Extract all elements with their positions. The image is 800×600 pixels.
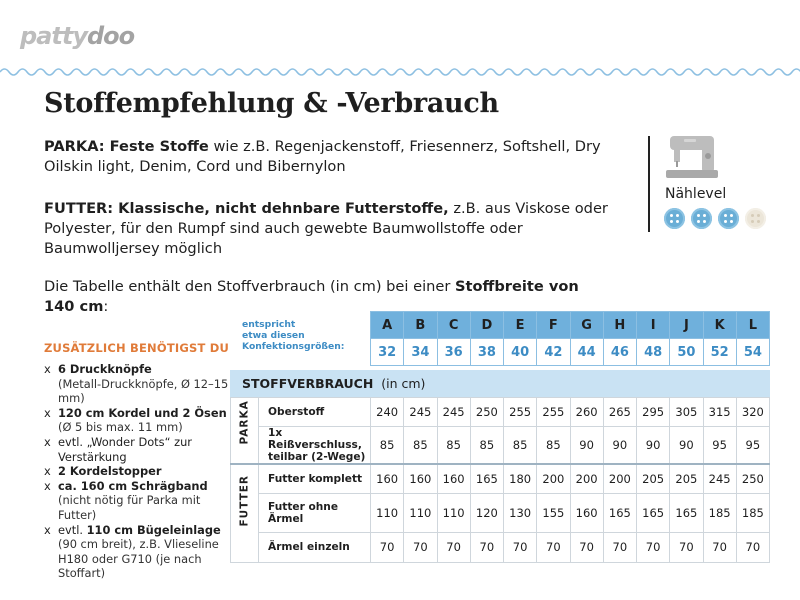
size-letter-cell: D bbox=[470, 312, 503, 339]
extras-item: x ca. 160 cm Schrägband (nicht nötig für Parka mit Futter) bbox=[44, 478, 208, 522]
value-cell: 200 bbox=[603, 464, 636, 493]
table-row bbox=[231, 493, 770, 532]
value-cell: 70 bbox=[504, 532, 537, 562]
value-cell: 85 bbox=[437, 427, 470, 465]
wave-divider bbox=[0, 66, 800, 78]
row-label: Futter ohne Ärmel bbox=[259, 493, 371, 532]
value-cell: 200 bbox=[537, 464, 570, 493]
value-cell: 180 bbox=[504, 464, 537, 493]
value-cell: 85 bbox=[470, 427, 503, 465]
value-cell: 110 bbox=[404, 493, 437, 532]
value-cell: 90 bbox=[570, 427, 603, 465]
consumption-table bbox=[230, 397, 770, 563]
row-label: 1x Reißverschluss, teilbar (2-Wege) bbox=[259, 427, 371, 465]
value-cell: 155 bbox=[537, 493, 570, 532]
size-number-cell: 36 bbox=[437, 339, 470, 366]
table-row bbox=[231, 464, 770, 493]
consumption-band: STOFFVERBRAUCH (in cm) bbox=[230, 370, 770, 397]
size-letter-cell: C bbox=[437, 312, 470, 339]
value-cell: 165 bbox=[670, 493, 703, 532]
row-label: Oberstoff bbox=[259, 398, 371, 427]
value-cell: 120 bbox=[470, 493, 503, 532]
value-cell: 265 bbox=[603, 398, 636, 427]
value-cell: 85 bbox=[371, 427, 404, 465]
table-row bbox=[231, 398, 770, 427]
value-cell: 70 bbox=[603, 532, 636, 562]
size-letter-cell: J bbox=[670, 312, 703, 339]
size-letter-cell: L bbox=[736, 312, 769, 339]
size-number-cell: 44 bbox=[570, 339, 603, 366]
value-cell: 200 bbox=[570, 464, 603, 493]
size-number-cell: 42 bbox=[537, 339, 570, 366]
value-cell: 165 bbox=[603, 493, 636, 532]
bullet-x-icon: x bbox=[44, 362, 51, 376]
value-cell: 165 bbox=[637, 493, 670, 532]
parka-fabric-text: PARKA: Feste Stoffe wie z.B. Regenjackenstoff, Friesennerz, Softshell, Dry Oilskin light, Denim, Cord und Bibernylon bbox=[44, 138, 601, 175]
value-cell: 165 bbox=[470, 464, 503, 493]
value-cell: 160 bbox=[570, 493, 603, 532]
value-cell: 70 bbox=[470, 532, 503, 562]
lining-fabric-text: FUTTER: Klassische, nicht dehnbare Futterstoffe, z.B. aus Viskose oder Polyester, für den Rumpf sind auch gewebte Baumwollstoffe oder Baumwolljersey möglich bbox=[44, 200, 608, 257]
value-cell: 70 bbox=[637, 532, 670, 562]
extras-item: x evtl. 110 cm Bügeleinlage (90 cm breit), z.B. Vlieseline H180 oder G710 (je nach Stoffart) bbox=[44, 522, 221, 581]
value-cell: 95 bbox=[736, 427, 769, 465]
value-cell: 320 bbox=[736, 398, 769, 427]
value-cell: 255 bbox=[504, 398, 537, 427]
size-number-cell: 54 bbox=[736, 339, 769, 366]
row-label: Ärmel einzeln bbox=[259, 532, 371, 562]
sewing-button-icon bbox=[664, 208, 685, 229]
value-cell: 160 bbox=[404, 464, 437, 493]
value-cell: 90 bbox=[603, 427, 636, 465]
value-cell: 70 bbox=[570, 532, 603, 562]
size-number-cell: 52 bbox=[703, 339, 736, 366]
size-number-cell: 40 bbox=[504, 339, 537, 366]
value-cell: 205 bbox=[670, 464, 703, 493]
sewing-level-rating bbox=[664, 208, 766, 229]
page-title: Stoffempfehlung & -Verbrauch bbox=[44, 88, 499, 119]
size-letter-cell: K bbox=[703, 312, 736, 339]
sewing-level-label: Nählevel bbox=[665, 186, 727, 202]
extras-item: x 6 Druckknöpfe (Metall-Druckknöpfe, Ø 12–15 mm) bbox=[44, 362, 229, 406]
value-cell: 245 bbox=[437, 398, 470, 427]
value-cell: 240 bbox=[371, 398, 404, 427]
extras-item: x evtl. „Wonder Dots“ zur Verstärkung bbox=[44, 434, 192, 464]
value-cell: 260 bbox=[570, 398, 603, 427]
value-cell: 85 bbox=[404, 427, 437, 465]
size-number-cell: 32 bbox=[371, 339, 404, 366]
sewing-button-icon bbox=[691, 208, 712, 229]
bullet-x-icon: x bbox=[44, 522, 51, 537]
size-number-cell: 48 bbox=[637, 339, 670, 366]
extras-list bbox=[44, 362, 229, 581]
value-cell: 110 bbox=[371, 493, 404, 532]
size-letter-cell: G bbox=[570, 312, 603, 339]
row-label: Futter komplett bbox=[259, 464, 371, 493]
bullet-x-icon: x bbox=[44, 464, 51, 479]
size-letter-cell: F bbox=[537, 312, 570, 339]
value-cell: 255 bbox=[537, 398, 570, 427]
value-cell: 245 bbox=[703, 464, 736, 493]
size-caption: entspricht etwa diesen Konfektionsgrößen: bbox=[242, 319, 345, 352]
value-cell: 70 bbox=[537, 532, 570, 562]
sewing-button-icon bbox=[745, 208, 766, 229]
value-cell: 160 bbox=[437, 464, 470, 493]
size-number-cell: 34 bbox=[404, 339, 437, 366]
value-cell: 185 bbox=[736, 493, 769, 532]
sewing-button-icon bbox=[718, 208, 739, 229]
size-number-row bbox=[371, 339, 770, 366]
extras-item: x 2 Kordelstopper bbox=[44, 464, 162, 479]
sewing-machine-icon bbox=[664, 134, 720, 180]
value-cell: 90 bbox=[637, 427, 670, 465]
table-row bbox=[231, 532, 770, 562]
value-cell: 110 bbox=[437, 493, 470, 532]
size-letter-cell: B bbox=[404, 312, 437, 339]
size-letter-cell: H bbox=[603, 312, 636, 339]
brand-logo: pattydoo bbox=[20, 22, 135, 50]
bullet-x-icon: x bbox=[44, 478, 51, 493]
vertical-divider bbox=[648, 136, 650, 232]
value-cell: 70 bbox=[670, 532, 703, 562]
value-cell: 85 bbox=[537, 427, 570, 465]
value-cell: 70 bbox=[703, 532, 736, 562]
size-number-cell: 38 bbox=[470, 339, 503, 366]
bullet-x-icon: x bbox=[44, 434, 51, 449]
value-cell: 315 bbox=[703, 398, 736, 427]
value-cell: 130 bbox=[504, 493, 537, 532]
value-cell: 70 bbox=[736, 532, 769, 562]
value-cell: 305 bbox=[670, 398, 703, 427]
size-letter-cell: A bbox=[371, 312, 404, 339]
value-cell: 70 bbox=[371, 532, 404, 562]
size-number-cell: 50 bbox=[670, 339, 703, 366]
extras-item: x 120 cm Kordel und 2 Ösen (Ø 5 bis max. 11 mm) bbox=[44, 405, 227, 435]
value-cell: 250 bbox=[470, 398, 503, 427]
value-cell: 85 bbox=[504, 427, 537, 465]
value-cell: 185 bbox=[703, 493, 736, 532]
value-cell: 160 bbox=[371, 464, 404, 493]
value-cell: 70 bbox=[437, 532, 470, 562]
group-label: PARKA bbox=[231, 398, 259, 465]
value-cell: 250 bbox=[736, 464, 769, 493]
value-cell: 245 bbox=[404, 398, 437, 427]
size-letter-cell: I bbox=[637, 312, 670, 339]
value-cell: 70 bbox=[404, 532, 437, 562]
value-cell: 295 bbox=[637, 398, 670, 427]
value-cell: 205 bbox=[637, 464, 670, 493]
bullet-x-icon: x bbox=[44, 405, 51, 420]
table-intro-text: Die Tabelle enthält den Stoffverbrauch (in cm) bei einer Stoffbreite von 140 cm: bbox=[44, 278, 579, 315]
size-letter-row bbox=[371, 312, 770, 339]
extras-heading: ZUSÄTZLICH BENÖTIGST DU bbox=[44, 341, 230, 355]
value-cell: 90 bbox=[670, 427, 703, 465]
value-cell: 95 bbox=[703, 427, 736, 465]
size-letter-cell: E bbox=[504, 312, 537, 339]
table-row bbox=[231, 427, 770, 465]
size-table bbox=[370, 311, 770, 366]
group-label: FUTTER bbox=[231, 464, 259, 562]
size-number-cell: 46 bbox=[603, 339, 636, 366]
